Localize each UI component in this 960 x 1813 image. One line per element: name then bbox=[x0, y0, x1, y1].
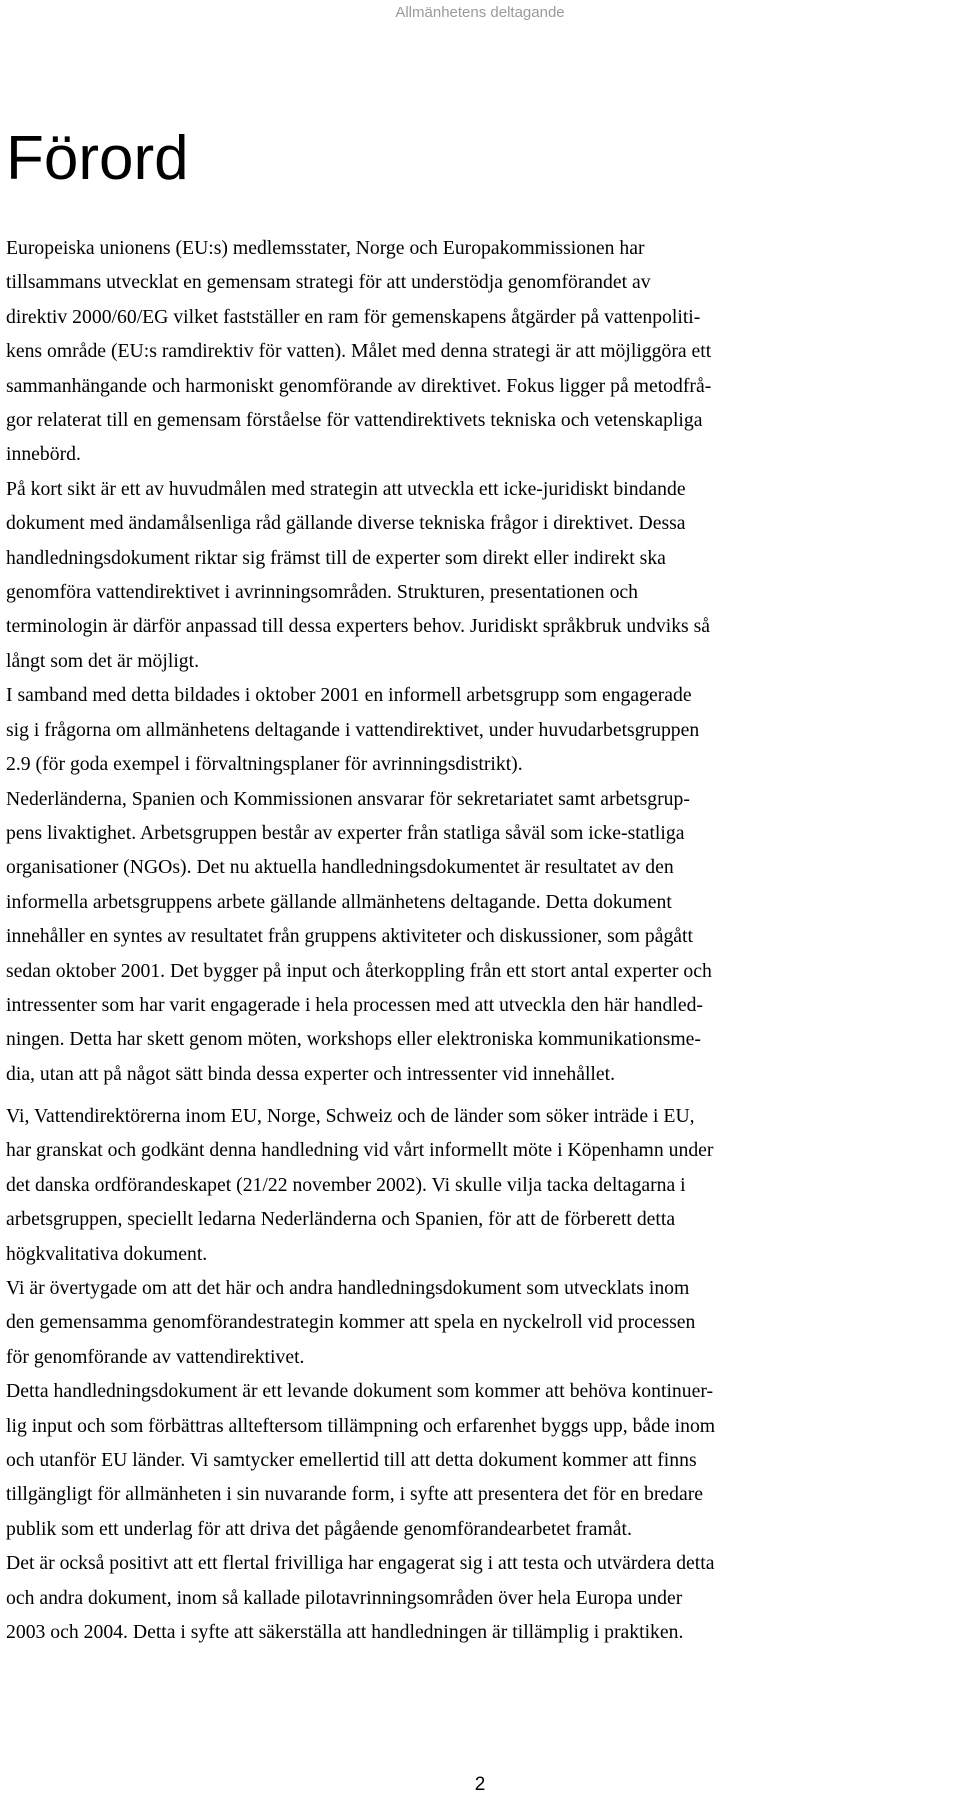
paragraph-living-document: Detta handledningsdokument är ett levande dokument som kommer att behöva kontinuer- lig input och som förbättras allteftersom tillämpning och erfarenhet byggs upp, både inom och utanför EU länder. Vi samtycker emellertid till att detta dokument kommer att finns tillgängligt för allmänheten i sin nuvarande form, i syfte att presentera det för en bredare publik som ett underlag för att driva det pågående genomförandearbetet framåt. bbox=[6, 1380, 716, 1540]
paragraph-pilot-basins: Det är också positivt att ett flertal frivilliga har engagerat sig i att testa och utvärdera detta och andra dokument, inom så kallade pilotavrinningsområden över hela Europa under 2003 och 2004. Detta i syfte att säkerställa att handledningen är tillämplig i praktiken. bbox=[6, 1552, 715, 1644]
preface-section-approval bbox=[6, 1099, 958, 1650]
paragraph-working-group: I samband med detta bildades i oktober 2001 en informell arbetsgrupp som engagerade sig i frågorna om allmänhetens deltagande i vattendirektivet, under huvudarbetsgruppen 2.9 (för goda exempel i förvaltningsplaner för avrinningsdistrikt). bbox=[6, 684, 700, 776]
paragraph-strategy: Europeiska unionens (EU:s) medlemsstater, Norge och Europakommissionen har tillsammans utvecklat en gemensam strategi för att understödja genomförandet av direktiv 2000/60/EG vilket fastställer en ram för gemenskapens åtgärder på vattenpoliti- kens område (EU:s ramdirektiv för vatten). Målet med denna strategi är att möjliggöra ett sammanhängande och harmoniskt genomförande av direktivet. Fokus ligger på metodfrå- gor relaterat till en gemensam förståelse för vattendirektivets tekniska och vetenskapliga innebörd. bbox=[6, 237, 712, 466]
preface-section-intro bbox=[6, 231, 958, 1091]
paragraph-water-directors: Vi, Vattendirektörerna inom EU, Norge, Schweiz och de länder som söker inträde i EU, har granskat och godkänt denna handledning vid vårt informellt möte i Köpenhamn under det danska ordförandeskapet (21/22 november 2002). Vi skulle vilja tacka deltagarna i arbetsgruppen, speciellt ledarna Nederländerna och Spanien, för att de förberett detta högkvalitativa dokument. bbox=[6, 1105, 714, 1265]
page-number: 2 bbox=[474, 1774, 486, 1795]
paragraph-key-role: Vi är övertygade om att det här och andra handledningsdokument som utvecklats inom den gemensamma genomförandestrategin kommer att spela en nyckelroll vid processen för genomförande av vattendirektivet. bbox=[6, 1277, 696, 1368]
paragraph-secretariat: Nederländerna, Spanien och Kommissionen ansvarar för sekretariatet samt arbetsgrup- pens livaktighet. Arbetsgruppen består av experter från statliga såväl som icke-statliga organisationer (NGOs). Det nu aktuella handledningsdokumentet är resultatet av den informella arbetsgruppens arbete gällande allmänhetens deltagande. Detta dokument innehåller en syntes av resultatet från gruppens aktiviteter och diskussioner, som pågått sedan oktober 2001. Det bygger på input och återkoppling från ett stort antal experter och intressenter som har varit engagerade i hela processen med att utveckla den här handled- ningen. Detta har skett genom möten, workshops eller elektroniska kommunikationsme- dia, utan att på något sätt binda dessa experter och intressenter vid innehållet. bbox=[6, 787, 712, 1085]
running-header: Allmänhetens deltagande bbox=[395, 4, 565, 21]
page-title: Förord bbox=[6, 124, 189, 193]
paragraph-guidance-documents: På kort sikt är ett av huvudmålen med strategin att utveckla ett icke-juridiskt bindande dokument med ändamålsenliga råd gällande diverse tekniska frågor i direktivet. Dessa handledningsdokument riktar sig främst till de experter som direkt eller indirekt ska genomföra vattendirektivet i avrinningsområden. Strukturen, presentationen och terminologin är därför anpassad till dessa experters behov. Juridiskt språkbruk undviks så långt som det är möjligt. bbox=[6, 477, 711, 672]
